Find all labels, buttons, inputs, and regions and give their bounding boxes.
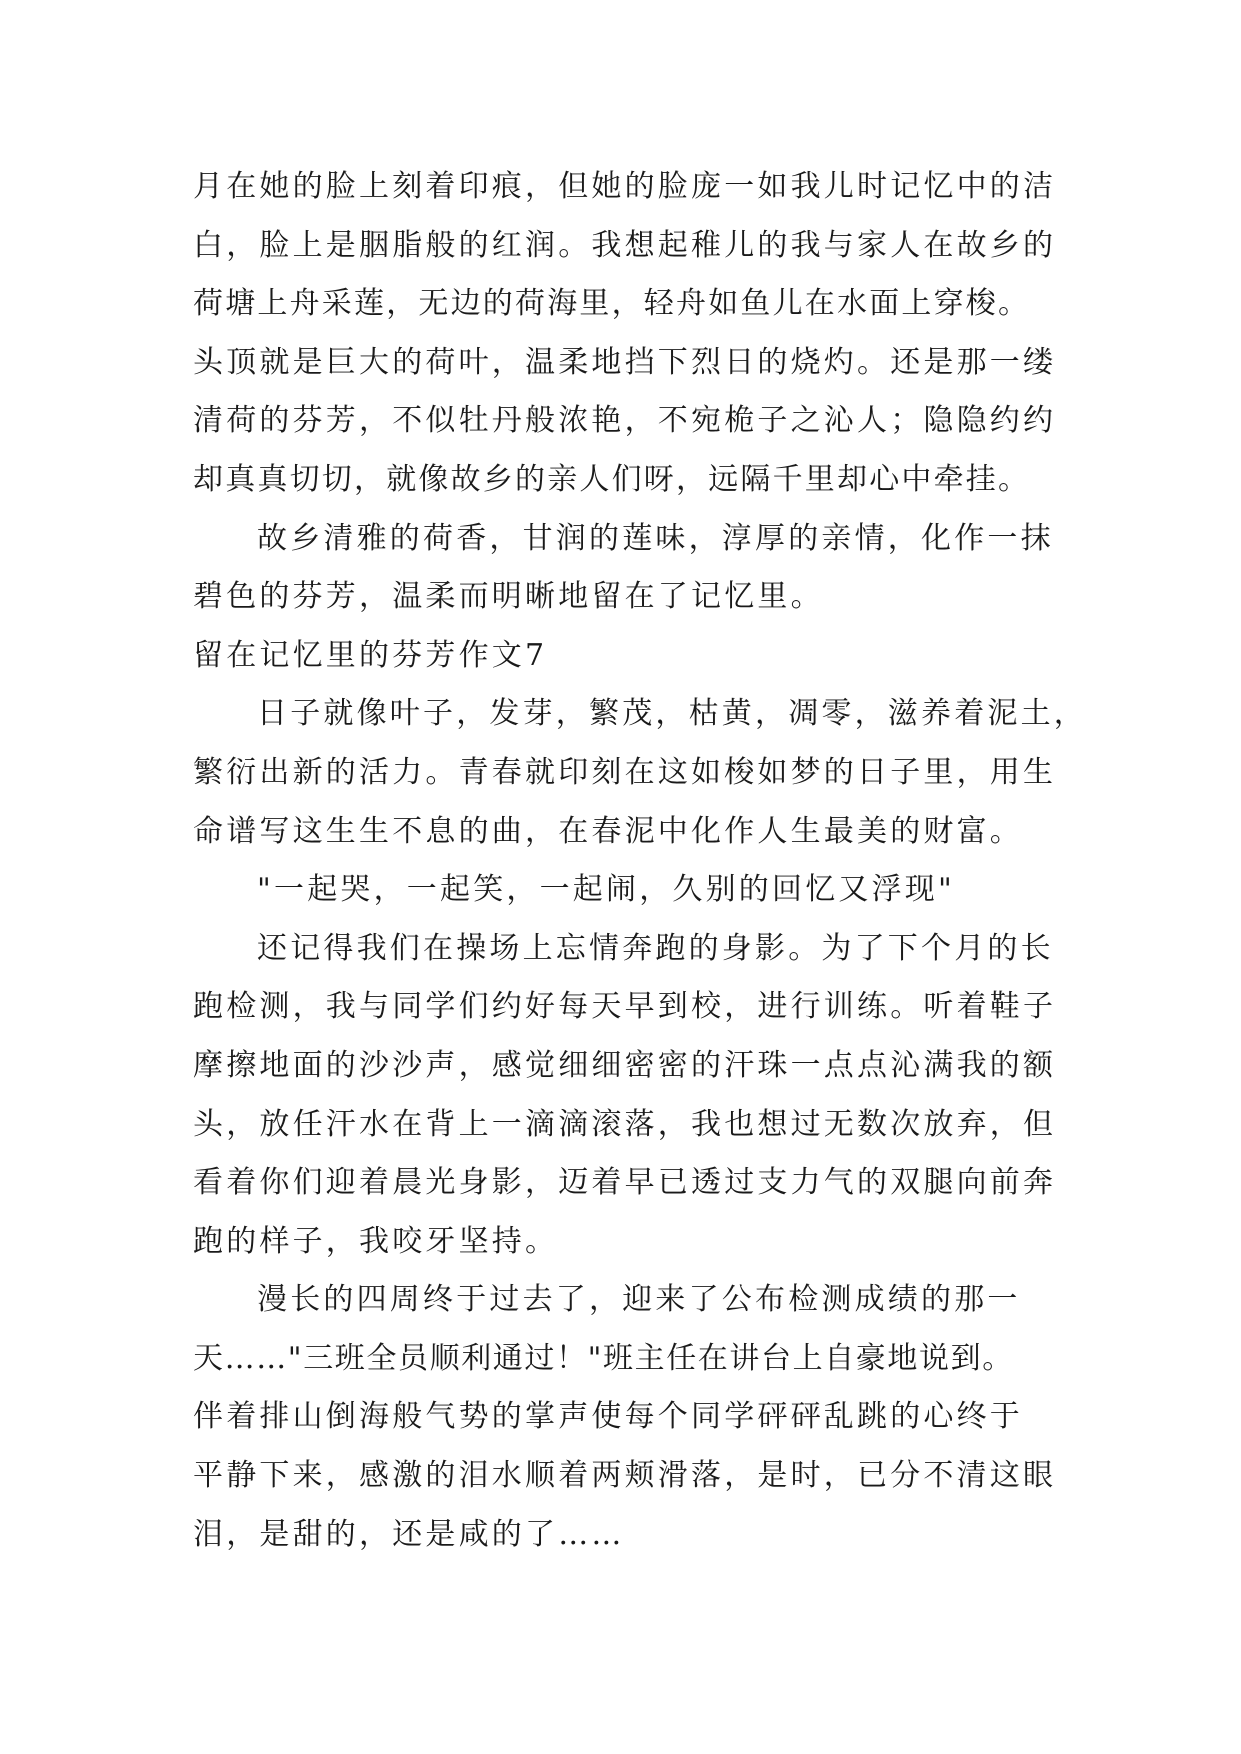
paragraph-start-line: 日子就像叶子，发芽，繁茂，枯黄，凋零，滋养着泥土，: [257, 696, 1087, 732]
text-line: 命谱写这生生不息的曲，在春泥中化作人生最美的财富。: [193, 813, 1023, 849]
text-line: 伴着排山倒海般气势的掌声使每个同学砰砰乱跳的心终于: [193, 1399, 1023, 1435]
text-line: 看着你们迎着晨光身影，迈着早已透过支力气的双腿向前奔: [193, 1165, 1057, 1201]
paragraph-start-line: 漫长的四周终于过去了，迎来了公布检测成绩的那一: [257, 1282, 1021, 1318]
document-body: [193, 158, 1087, 1564]
text-line: 泪，是甜的，还是咸的了……: [193, 1516, 625, 1552]
text-line: 清荷的芬芳，不似牡丹般浓艳，不宛桅子之沁人；隐隐约约: [193, 403, 1057, 439]
text-line: 碧色的芬芳，温柔而明晰地留在了记忆里。: [193, 579, 824, 615]
text-line: 跑的样子，我咬牙坚持。: [193, 1223, 559, 1259]
section-heading: 留在记忆里的芬芳作文7: [193, 637, 548, 673]
paragraph-start-line: 还记得我们在操场上忘情奔跑的身影。为了下个月的长: [257, 930, 1054, 966]
text-line: 月在她的脸上刻着印痕，但她的脸庞一如我儿时记忆中的洁: [193, 169, 1057, 204]
text-line: 跑检测，我与同学们约好每天早到校，进行训练。听着鞋子: [193, 989, 1057, 1025]
quote-line: "一起哭，一起笑，一起闹，久别的回忆又浮现": [257, 872, 955, 908]
text-line: 摩擦地面的沙沙声，感觉细细密密的汗珠一点点沁满我的额: [193, 1047, 1057, 1083]
text-line: 天……"三班全员顺利通过！"班主任在讲台上自豪地说到。: [193, 1340, 1014, 1376]
text-line: 繁衍出新的活力。青春就印刻在这如梭如梦的日子里，用生: [193, 754, 1057, 790]
paragraph-start-line: 故乡清雅的荷香，甘润的莲味，淳厚的亲情，化作一抹: [257, 520, 1054, 556]
text-line: 头顶就是巨大的荷叶，温柔地挡下烈日的烧灼。还是那一缕: [193, 344, 1057, 380]
text-line: 白，脸上是胭脂般的红润。我想起稚儿的我与家人在故乡的: [193, 227, 1057, 263]
text-line: 荷塘上舟采莲，无边的荷海里，轻舟如鱼儿在水面上穿梭。: [193, 286, 1031, 322]
text-line: 头，放任汗水在背上一滴滴滚落，我也想过无数次放弃，但: [193, 1106, 1057, 1142]
text-line: 平静下来，感激的泪水顺着两颊滑落，是时，已分不清这眼: [193, 1458, 1057, 1494]
text-line: 却真真切切，就像故乡的亲人们呀，远隔千里却心中牵挂。: [193, 461, 1031, 497]
